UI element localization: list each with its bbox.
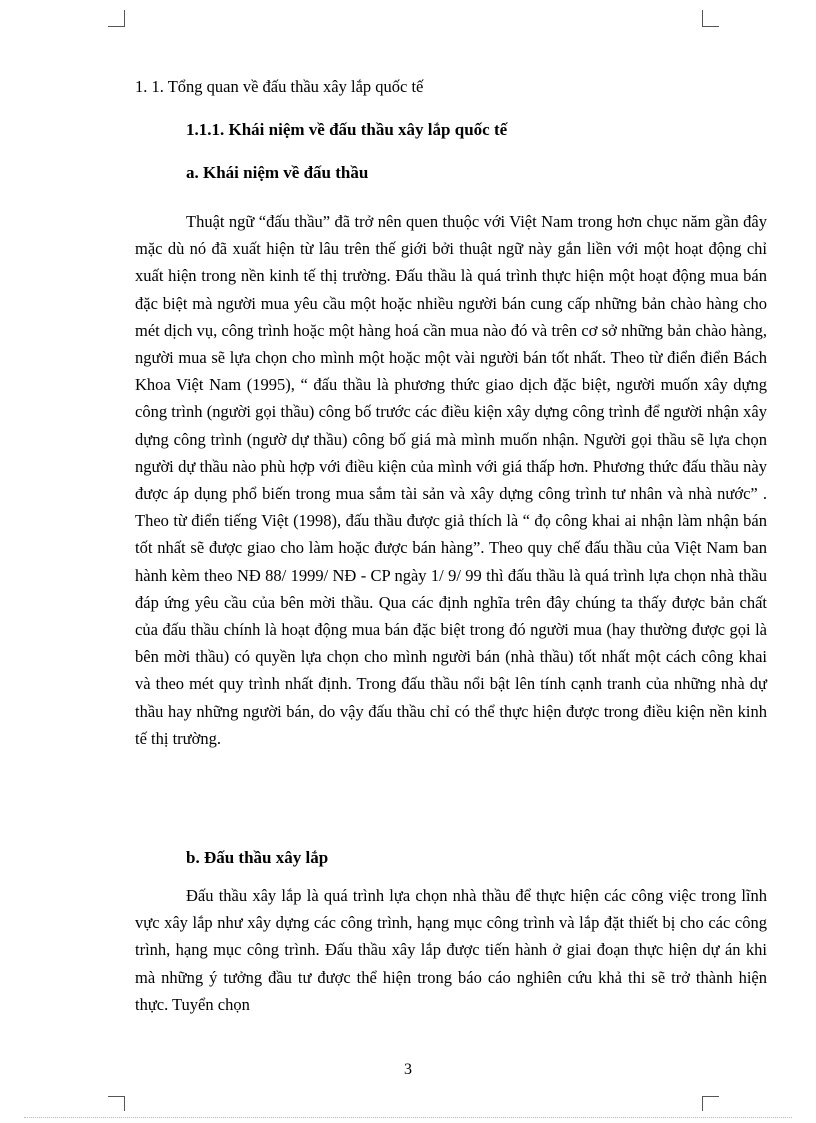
crop-mark-top-right: [702, 10, 719, 27]
paragraph-a: Thuật ngữ “đấu thầu” đã trở nên quen thuộc với Việt Nam trong hơn chục năm gần đây mặc dù nó đã xuất hiện từ lâu trên thế giới bởi thuật ngữ này gắn liền với một hoạt động chỉ xuất hiện trong nền kinh tế thị trường. Đấu thầu là quá trình thực hiện một hoạt động mua bán đặc biệt mà người mua yêu cầu một hoặc nhiều người bán cung cấp những bản chào hàng cho mét dịch vụ, công trình hoặc một hàng hoá cần mua nào đó và trên cơ sở những bản chào hàng, người mua sẽ lựa chọn cho mình một hoặc một vài người bán tốt nhất. Theo từ điển điển Bách Khoa Việt Nam (1995), “ đấu thầu là phương thức giao dịch đặc biệt, người muốn xây dựng công trình (người gọi thầu) công bố trước các điều kiện xây dựng công trình để người nhận xây dựng công trình (ngườ dự thầu) công bố giá mà mình muốn nhận. Người gọi thầu sẽ lựa chọn người dự thầu nào phù hợp với điều kiện của mình với giá thấp hơn. Phương thức đấu thầu này được áp dụng phổ biến trong mua sắm tài sản và xây dựng công trình tư nhân và nhà nước” . Theo từ điển tiếng Việt (1998), đấu thầu được giả thích là “ đọ công khai ai nhận làm nhận bán tốt nhất sẽ được giao cho làm hoặc được bán hàng”. Theo quy chế đấu thầu của Việt Nam ban hành kèm theo NĐ 88/ 1999/ NĐ - CP ngày 1/ 9/ 99 thì đấu thầu là quá trình lựa chọn nhà thầu đáp ứng yêu cầu của bên mời thầu. Qua các định nghĩa trên đây chúng ta thấy được bản chất của đấu thầu chính là hoạt động mua bán đặc biệt trong đó người mua (hay thường được gọi là bên mời thầu) có quyền lựa chọn cho mình người bán (nhà thầu) tốt nhất một cách công khai và theo mét quy trình nhất định. Trong đấu thầu nổi bật lên tính cạnh tranh của những nhà dự thầu hay những người bán, do vậy đấu thầu chỉ có thể thực hiện được trong điều kiện nền kinh tế thị trường.: [135, 212, 767, 748]
page-number: 3: [404, 1061, 412, 1078]
section-title: 1. 1. Tổng quan về đấu thầu xây lắp quốc tế: [135, 77, 424, 96]
crop-mark-top-left: [108, 10, 125, 27]
crop-mark-bottom-left: [108, 1096, 125, 1111]
paragraph-b: Đấu thầu xây lắp là quá trình lựa chọn nhà thầu để thực hiện các công việc trong lĩnh vực xây lắp như xây dựng các công trình, hạng mục công trình và lắp đặt thiết bị cho các công trình, hạng mục công trình. Đấu thầu xây lắp được tiến hành ở giai đoạn thực hiện dự án khi mà những ý tưởng đầu tư được thể hiện trong báo cáo nghiên cứu khả thi sẽ trở thành hiện thực. Tuyển chọn: [135, 886, 767, 1014]
page-bottom-divider: [24, 1117, 792, 1118]
crop-mark-bottom-right: [702, 1096, 719, 1111]
heading-b: b. Đấu thầu xây lắp: [186, 848, 329, 867]
heading-a: a. Khái niệm về đấu thầu: [186, 163, 369, 182]
heading-1-1-1: 1.1.1. Khái niệm về đấu thầu xây lắp quốc tế: [186, 120, 508, 139]
